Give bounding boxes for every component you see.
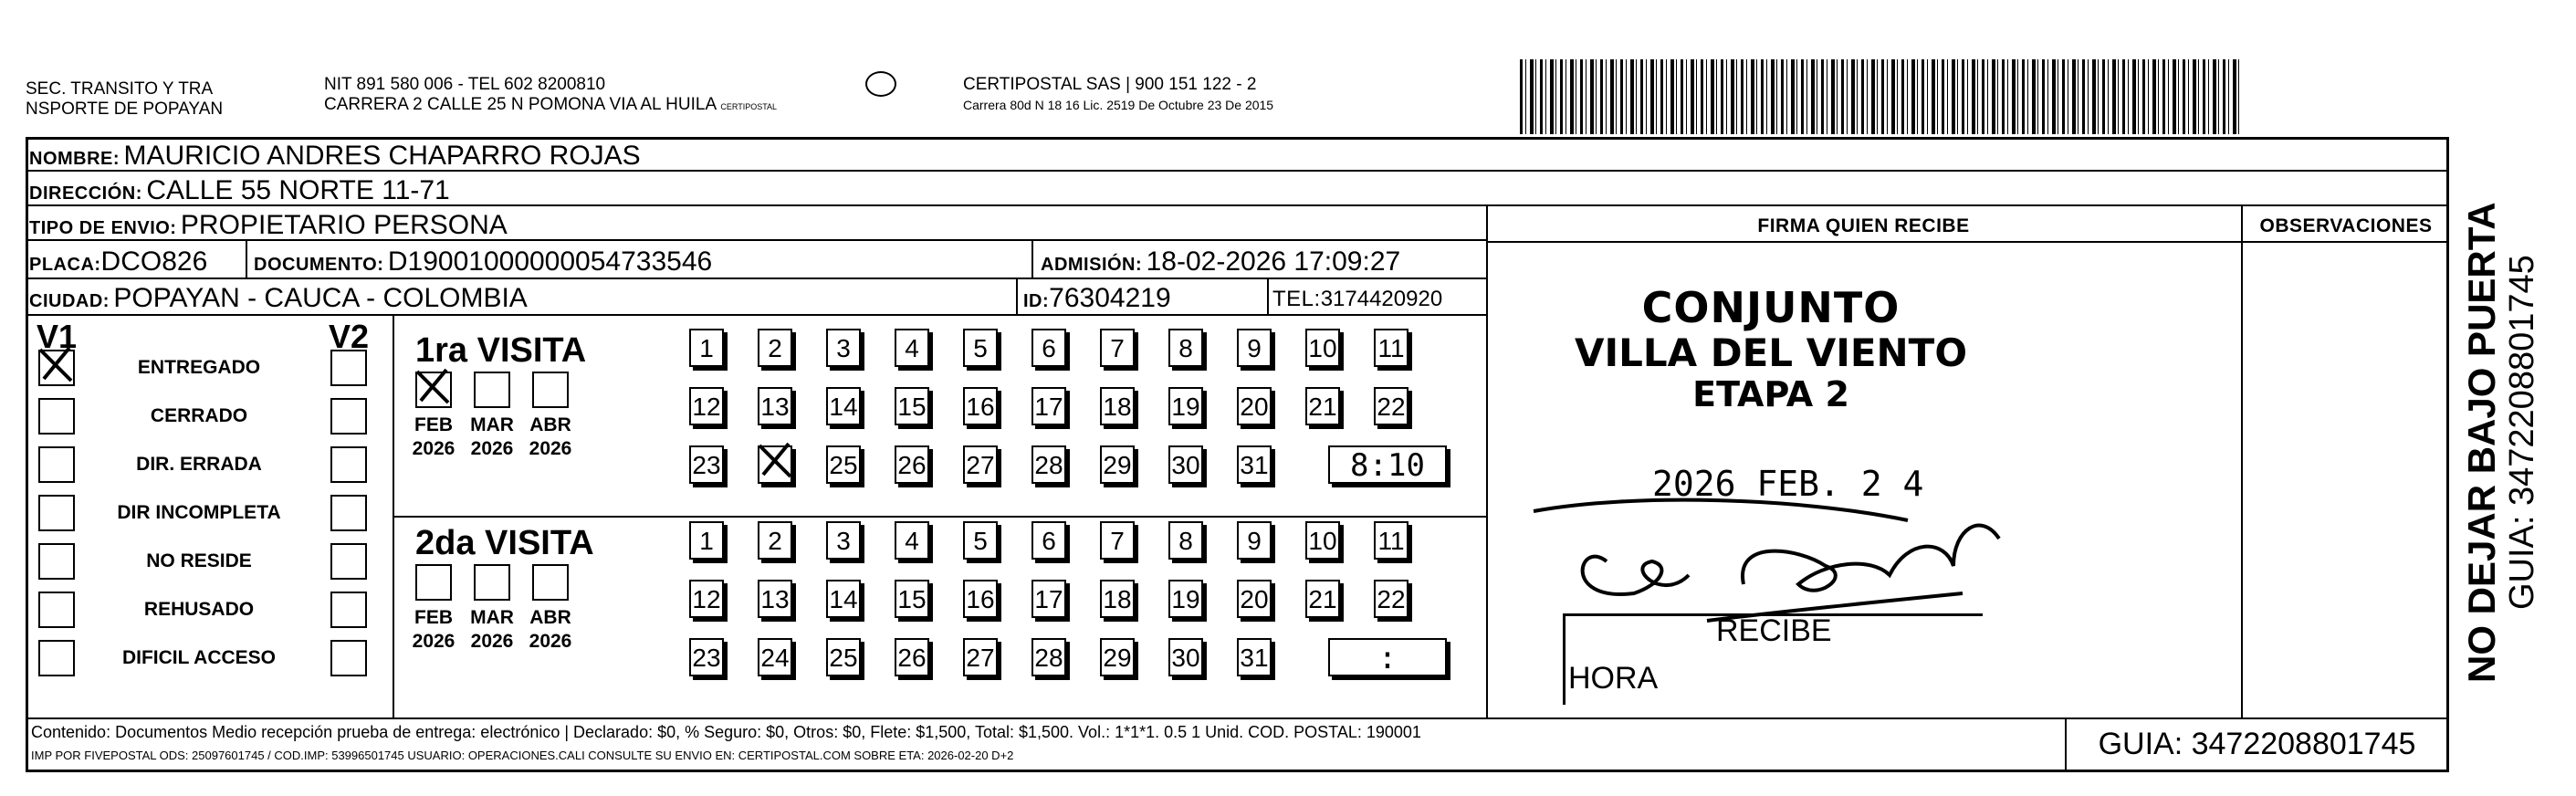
- day-box[interactable]: 1: [689, 329, 724, 367]
- day-box[interactable]: 19: [1168, 387, 1203, 425]
- year-label: 2026: [470, 631, 514, 652]
- footer-print-line: IMP POR FIVEPOSTAL ODS: 25097601745 / COD.IMP: 53996501745 USUARIO: OPERACIONES.CALI CONSULTE SU ENVIO EN: CERTIPOSTAL.COM SOBRE ETA: 2026-02-20 D+2: [31, 749, 1014, 762]
- day-box[interactable]: 31: [1237, 638, 1272, 676]
- month-label: FEB: [414, 607, 453, 628]
- ciudad-field: [29, 283, 528, 314]
- status-label: DIFICIL ACCESO: [121, 647, 276, 668]
- day-box[interactable]: 16: [963, 580, 998, 618]
- v2-checkbox[interactable]: [330, 543, 367, 580]
- v2-checkbox[interactable]: [330, 640, 367, 676]
- nombre-label: NOMBRE:: [29, 149, 120, 169]
- day-box[interactable]: 6: [1031, 329, 1066, 367]
- day-box[interactable]: 3: [826, 521, 861, 560]
- day-box[interactable]: 17: [1031, 580, 1066, 618]
- id-field: [1023, 283, 1171, 314]
- month-checkbox[interactable]: [474, 372, 510, 408]
- day-box[interactable]: 20: [1237, 387, 1272, 425]
- day-box[interactable]: 14: [826, 387, 861, 425]
- stamp-hora: HORA: [1568, 661, 1659, 696]
- day-box[interactable]: 12: [689, 580, 724, 618]
- footer-content-line: Contenido: Documentos Medio recepción prueba de entrega: electrónico | Declarado: $0, % Seguro: $0, Otros: $0, Flete: $1,500, Total: $1,500. Vol.: 1*1*1. 0.5 1 Unid. COD. POSTAL: 190001: [31, 723, 1421, 741]
- stamp-date: 2026 FEB. 2 4: [1652, 464, 1924, 504]
- stamp-line2: VILLA DEL VIENTO: [1574, 330, 1968, 375]
- v2-checkbox[interactable]: [330, 592, 367, 628]
- day-box[interactable]: 21: [1305, 580, 1340, 618]
- handwritten-signature: [1524, 475, 2036, 639]
- day-box[interactable]: 5: [963, 521, 998, 560]
- tipo-label: TIPO DE ENVIO:: [29, 218, 177, 238]
- day-box[interactable]: 22: [1374, 387, 1408, 425]
- admision-divider: [1031, 241, 1033, 279]
- id-divider: [1016, 279, 1018, 316]
- second-visit-title: 2da VISITA: [415, 524, 594, 562]
- stamp-line3: ETAPA 2: [1692, 374, 1849, 414]
- footer-line: [26, 717, 2449, 719]
- status-label: DIR INCOMPLETA: [117, 502, 281, 523]
- year-label: 2026: [412, 438, 456, 459]
- month-checkbox[interactable]: [532, 564, 569, 601]
- v2-checkbox[interactable]: [330, 350, 367, 386]
- day-box[interactable]: 29: [1100, 638, 1135, 676]
- day-box[interactable]: 13: [758, 580, 792, 618]
- v1-checkbox[interactable]: [38, 543, 75, 580]
- day-box[interactable]: 29: [1100, 445, 1135, 484]
- day-box[interactable]: 31: [1237, 445, 1272, 484]
- day-box[interactable]: 15: [895, 580, 929, 618]
- v1-checkbox[interactable]: [38, 592, 75, 628]
- year-label: 2026: [529, 631, 572, 652]
- day-box[interactable]: 3: [826, 329, 861, 367]
- v2-checkbox[interactable]: [330, 446, 367, 483]
- day-box[interactable]: 11: [1374, 521, 1408, 560]
- day-box[interactable]: 5: [963, 329, 998, 367]
- tel-label: TEL:: [1272, 287, 1321, 311]
- stamp-recibe: RECIBE: [1716, 613, 1832, 648]
- day-box[interactable]: 8: [1168, 521, 1203, 560]
- month-checkbox[interactable]: [532, 372, 569, 408]
- day-box[interactable]: 10: [1305, 521, 1340, 560]
- day-box[interactable]: 2: [758, 521, 792, 560]
- ciudad-value: POPAYAN - CAUCA - COLOMBIA: [113, 283, 528, 313]
- id-label: ID:: [1023, 291, 1050, 311]
- direccion-label: DIRECCIÓN:: [29, 183, 142, 204]
- day-box[interactable]: 10: [1305, 329, 1340, 367]
- logo-caption: CERTIPOSTAL: [720, 102, 778, 111]
- day-box[interactable]: 2: [758, 329, 792, 367]
- ciudad-label: CIUDAD:: [29, 291, 110, 311]
- ciudad-row: [26, 279, 1486, 316]
- observaciones-left-border: [2241, 206, 2243, 717]
- status-label: ENTREGADO: [137, 357, 261, 378]
- side-warning: NO DEJAR BAJO PUERTA: [2460, 202, 2503, 683]
- year-label: 2026: [529, 438, 572, 459]
- side-guia: GUIA: 3472208801745: [2503, 255, 2541, 610]
- certipostal-logo-icon: [865, 71, 896, 97]
- year-label: 2026: [412, 631, 456, 652]
- sender-org-line2: NSPORTE DE POPAYAN: [26, 100, 224, 119]
- nit-line: NIT 891 580 006 - TEL 602 8200810: [324, 75, 606, 94]
- firma-header: FIRMA QUIEN RECIBE: [1757, 215, 1970, 236]
- placa-row: [26, 241, 1486, 279]
- placa-value: DCO826: [100, 246, 208, 277]
- guia-box: GUIA: 3472208801745: [2098, 727, 2416, 761]
- day-box[interactable]: 4: [895, 521, 929, 560]
- sender-org-line1: SEC. TRANSITO Y TRA: [26, 79, 214, 99]
- placa-field: [29, 246, 207, 278]
- tel-divider: [1267, 279, 1269, 316]
- status-label: DIR. ERRADA: [136, 454, 262, 475]
- sender-contact: [324, 75, 777, 117]
- v1-checkbox[interactable]: [38, 398, 75, 435]
- day-box[interactable]: 26: [895, 638, 929, 676]
- firma-left-border: [1486, 206, 1488, 717]
- month-checkbox[interactable]: [415, 564, 452, 601]
- v2-checkbox[interactable]: [330, 398, 367, 435]
- direccion-value: CALLE 55 NORTE 11-71: [146, 175, 450, 205]
- month-checkbox[interactable]: [474, 564, 510, 601]
- month-label: MAR: [470, 414, 514, 435]
- day-box[interactable]: 30: [1168, 445, 1203, 484]
- courier-line1: CERTIPOSTAL SAS | 900 151 122 - 2: [963, 75, 1257, 94]
- direccion-row: [26, 172, 2449, 206]
- day-box[interactable]: 20: [1237, 580, 1272, 618]
- day-box[interactable]: 13: [758, 387, 792, 425]
- day-box[interactable]: 18: [1100, 580, 1135, 618]
- tipo-value: PROPIETARIO PERSONA: [180, 210, 508, 240]
- day-box[interactable]: 17: [1031, 387, 1066, 425]
- nombre-value: MAURICIO ANDRES CHAPARRO ROJAS: [123, 141, 641, 171]
- stamp-line1: CONJUNTO: [1641, 283, 1901, 332]
- day-box[interactable]: 28: [1031, 445, 1066, 484]
- day-box[interactable]: 26: [895, 445, 929, 484]
- documento-value: D19001000000054733546: [387, 246, 713, 277]
- courier-info: [963, 75, 1273, 115]
- time-box[interactable]: 8:10: [1328, 445, 1447, 484]
- v2-checkbox[interactable]: [330, 495, 367, 531]
- firma-header-line: [1486, 241, 2449, 243]
- day-box[interactable]: 12: [689, 387, 724, 425]
- day-box[interactable]: 24: [758, 638, 792, 676]
- day-box[interactable]: 6: [1031, 521, 1066, 560]
- courier-line2: Carrera 80d N 18 16 Lic. 2519 De Octubre 23 De 2015: [963, 98, 1274, 112]
- admision-label: ADMISIÓN:: [1041, 255, 1143, 275]
- day-box[interactable]: 4: [895, 329, 929, 367]
- documento-label: DOCUMENTO:: [254, 255, 384, 275]
- day-box[interactable]: 27: [963, 445, 998, 484]
- month-checkbox[interactable]: [415, 372, 452, 408]
- day-box[interactable]: 27: [963, 638, 998, 676]
- placa-label: PLACA:: [29, 255, 101, 275]
- placa-divider: [246, 241, 247, 279]
- admision-field: [1041, 246, 1400, 278]
- month-label: FEB: [414, 414, 453, 435]
- admision-value: 18-02-2026 17:09:27: [1146, 246, 1401, 277]
- tel-value: 3174420920: [1320, 287, 1443, 311]
- day-box[interactable]: 14: [826, 580, 861, 618]
- day-box[interactable]: 15: [895, 387, 929, 425]
- day-box[interactable]: 7: [1100, 521, 1135, 560]
- day-box[interactable]: 9: [1237, 329, 1272, 367]
- v1-checkbox[interactable]: [38, 350, 75, 386]
- month-label: MAR: [470, 607, 514, 628]
- id-value: 76304219: [1049, 283, 1171, 313]
- sender-org: [26, 79, 223, 120]
- direccion-field: [29, 175, 450, 206]
- barcode: [1520, 59, 2241, 134]
- v1-label: V1: [37, 318, 78, 355]
- day-box[interactable]: 7: [1100, 329, 1135, 367]
- documento-field: [254, 246, 712, 278]
- month-label: ABR: [529, 607, 571, 628]
- v1-checkbox[interactable]: [38, 640, 75, 676]
- status-label: CERRADO: [150, 405, 248, 426]
- day-box[interactable]: 25: [826, 638, 861, 676]
- day-box[interactable]: 11: [1374, 329, 1408, 367]
- address-line: [324, 95, 777, 117]
- status-label: REHUSADO: [143, 599, 255, 620]
- day-box[interactable]: 19: [1168, 580, 1203, 618]
- status-label: NO RESIDE: [146, 550, 252, 571]
- address-text: CARRERA 2 CALLE 25 N POMONA VIA AL HUILA: [324, 95, 717, 114]
- day-box[interactable]: 25: [826, 445, 861, 484]
- nombre-field: [29, 141, 641, 172]
- day-box[interactable]: 16: [963, 387, 998, 425]
- day-box[interactable]: 30: [1168, 638, 1203, 676]
- visit-divider: [393, 516, 1486, 518]
- v2-label: V2: [329, 318, 370, 355]
- observaciones-header: OBSERVACIONES: [2259, 215, 2433, 236]
- first-visit-title: 1ra VISITA: [415, 331, 587, 370]
- day-box[interactable]: 9: [1237, 521, 1272, 560]
- month-label: ABR: [529, 414, 571, 435]
- day-box[interactable]: 28: [1031, 638, 1066, 676]
- v1-checkbox[interactable]: [38, 446, 75, 483]
- day-box[interactable]: 21: [1305, 387, 1340, 425]
- day-box[interactable]: [758, 445, 792, 484]
- day-box[interactable]: 1: [689, 521, 724, 560]
- tipo-row: [26, 206, 1486, 241]
- day-box[interactable]: 23: [689, 445, 724, 484]
- year-label: 2026: [470, 438, 514, 459]
- day-box[interactable]: 18: [1100, 387, 1135, 425]
- tipo-field: [29, 210, 508, 241]
- nombre-row: [26, 137, 2449, 172]
- day-box[interactable]: 8: [1168, 329, 1203, 367]
- time-box[interactable]: :: [1328, 638, 1447, 676]
- day-box[interactable]: 23: [689, 638, 724, 676]
- tel-field: [1272, 287, 1442, 312]
- day-box[interactable]: 22: [1374, 580, 1408, 618]
- v1-checkbox[interactable]: [38, 495, 75, 531]
